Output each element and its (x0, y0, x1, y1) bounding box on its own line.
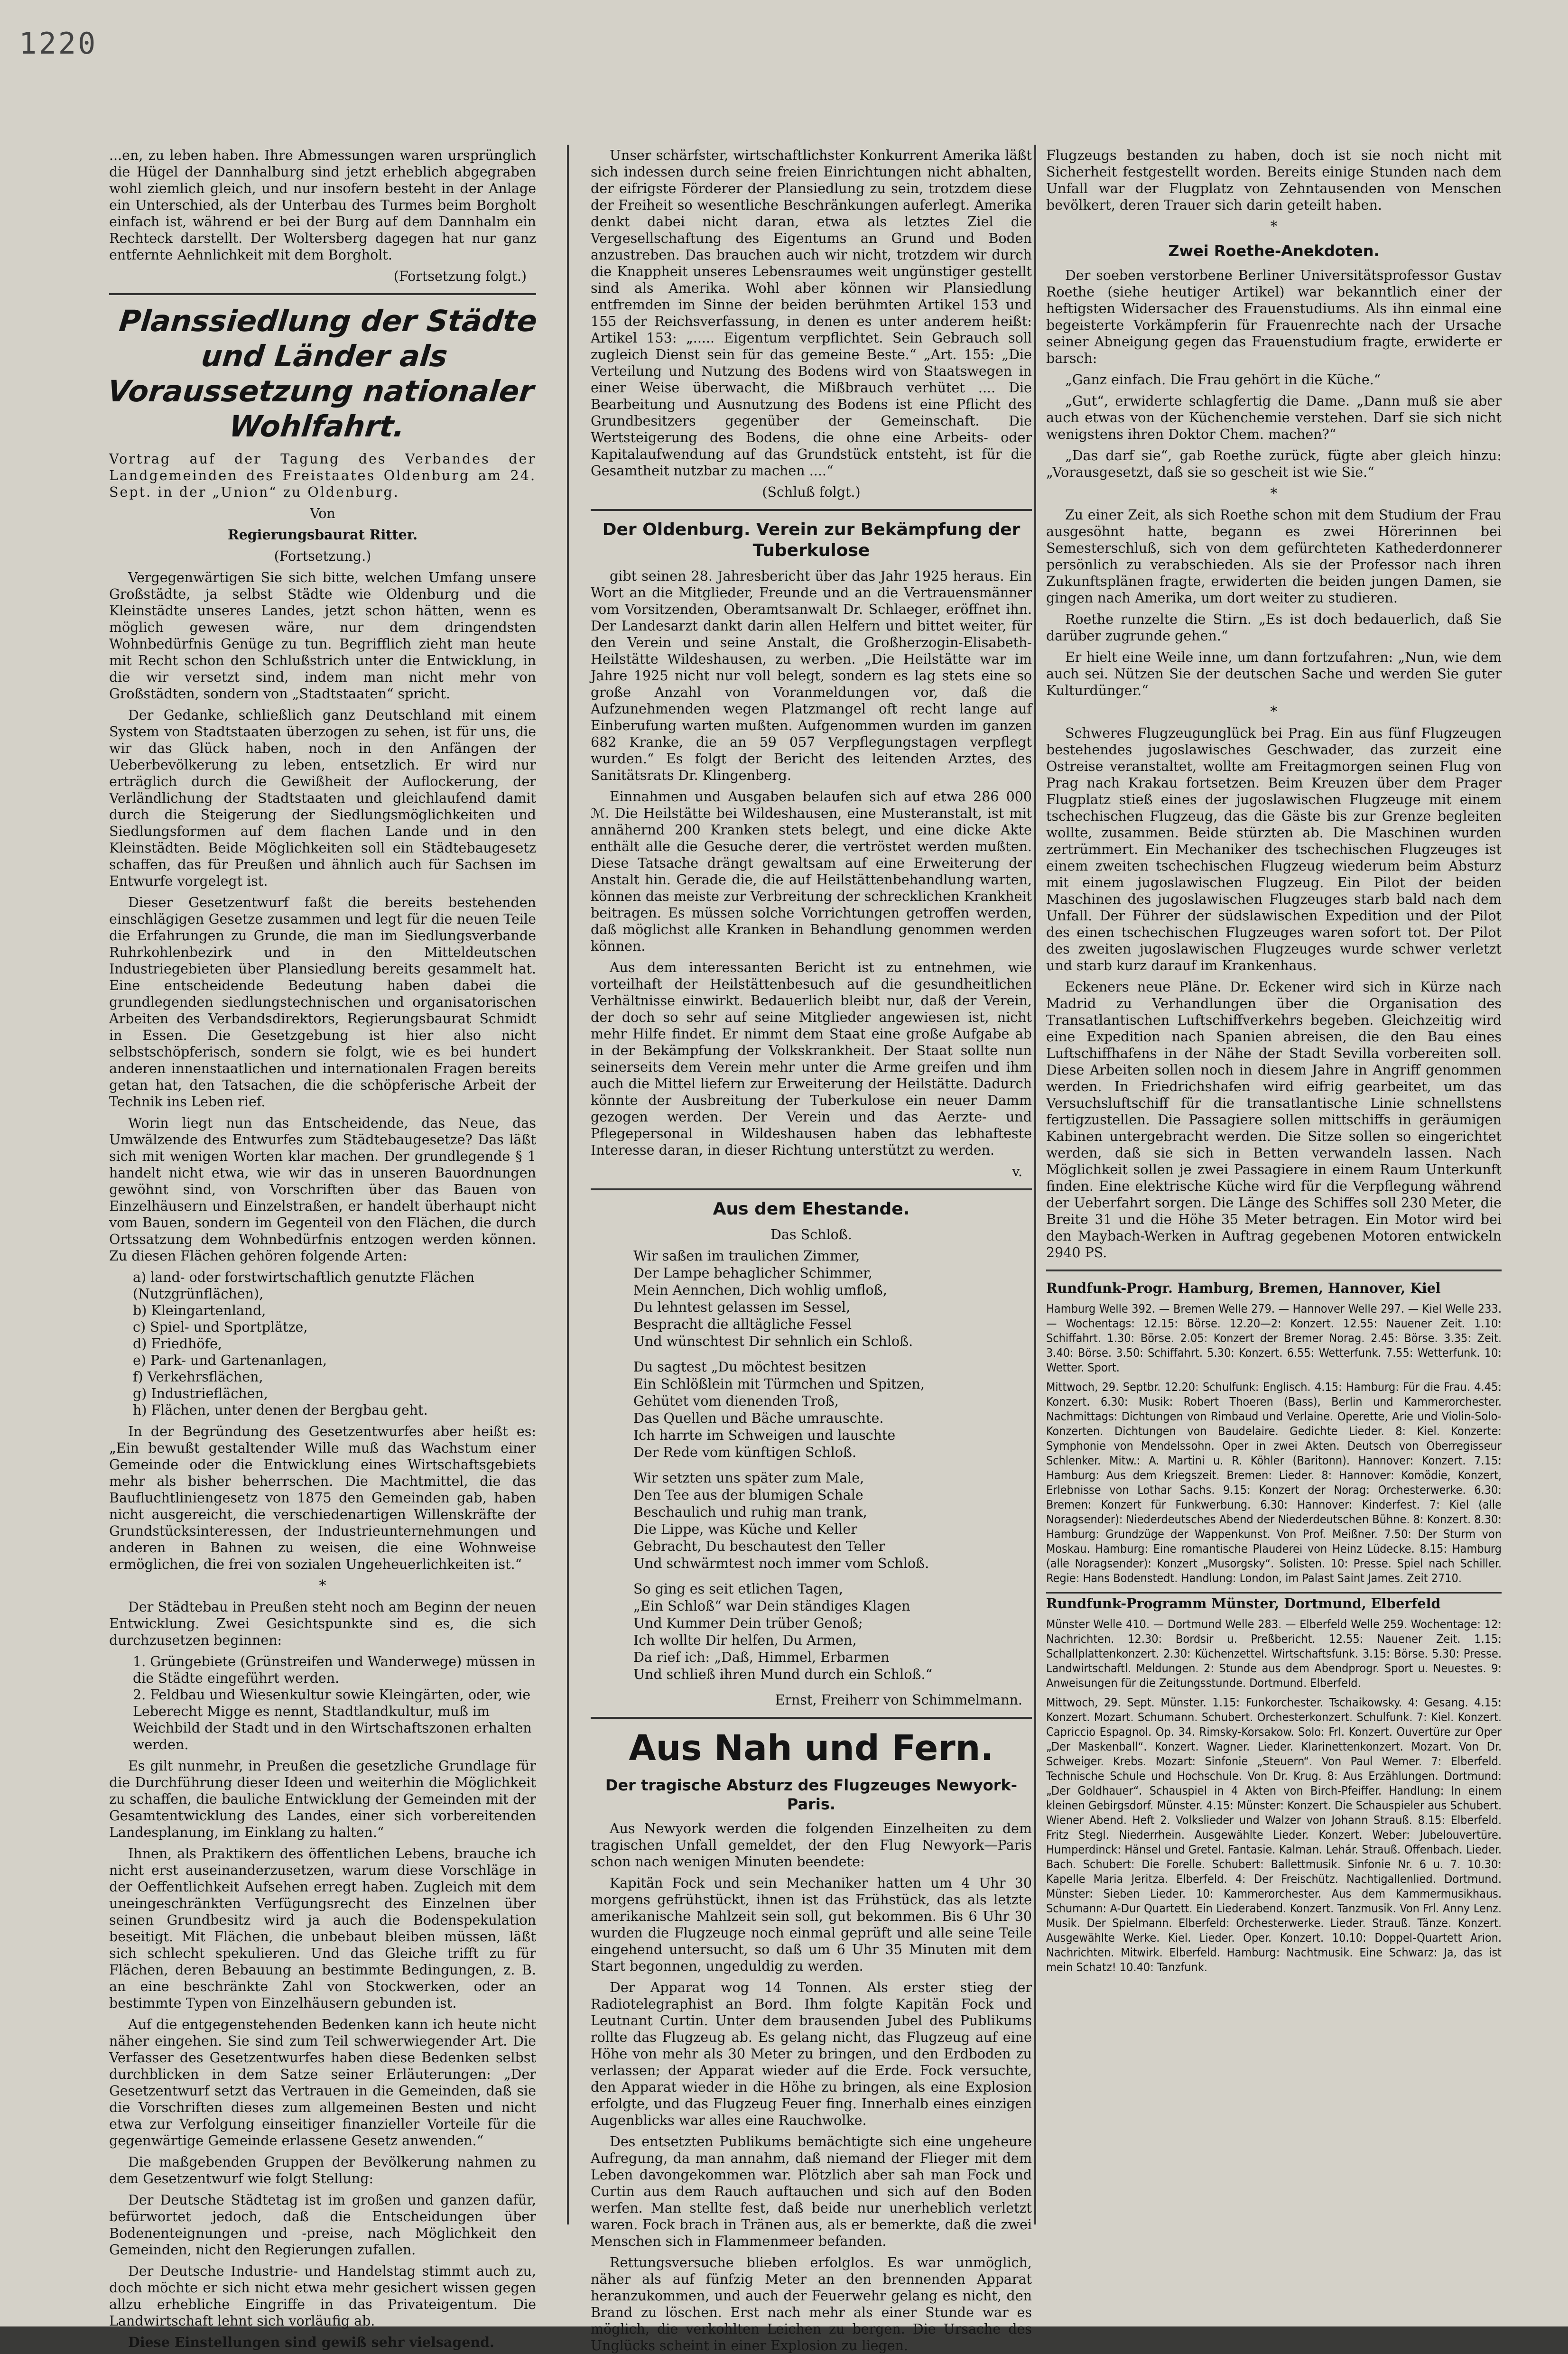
poem-line: So ging es seit etlichen Tagen, (633, 1581, 843, 1597)
separator (1046, 1270, 1502, 1271)
continuation-note: (Fortsetzung.) (274, 548, 371, 564)
radio-program-heading: Rundfunk-Programm Münster, Dortmund, Elberfeld (1046, 1595, 1441, 1612)
paragraph: Vergegenwärtigen Sie sich bitte, welchen Umfang unsere Großstädte, ja selbst Städte wie Oldenburg und die Kleinstädte unseres Landes, jetzt schon hätten, wenn es möglich gewesen wäre, nur dem dringendsten Wohnbedürfnis Genüge zu tun. Begrifflich zieht man heute mit Recht schon den Schlußstrich unter die Entwicklung, in die wir versetzt sind, indem man nicht mehr von Großstädten, sondern von „Stadtstaaten“ spricht. (109, 570, 536, 702)
paragraph: In der Begründung des Gesetzentwurfes aber heißt es: „Ein bewußt gestaltender Wille muß das Wachstum einer Gemeinde oder die Entwicklung eines Wirtschaftsgebiets mehr als bisher beherrschen. Die Machtmittel, die das Baufluchtliniengesetz von 1875 den Gemeinden gab, haben nicht ausgereicht, die verschiedenartigen Willenskräfte der Grundstücksinteressen, der Industrieunternehmungen und anderen in Bahnen zu weisen, die eine Wohnweise ermöglichen, die frei von sozialen Ungeheuerlichkeiten ist.“ (109, 1424, 536, 1572)
list-item: g) Industrieflächen, (133, 1386, 268, 1401)
paragraph: Roethe runzelte die Stirn. „Es ist doch bedauerlich, daß Sie darüber zugrunde gehen.“ (1046, 612, 1502, 644)
poem-line: Das Quellen und Bäche umrauschte. (633, 1410, 884, 1426)
list-item: b) Kleingartenland, (133, 1303, 266, 1318)
paragraph: Eckeners neue Pläne. Dr. Eckener wird sich in Kürze nach Madrid zu Verhandlungen über die Organisation des Transatlantischen Luftschiffverkehrs begeben. Gleichzeitig wird eine Expedition nach Spanien abreisen, die den Bau eines Luftschiffhafens in der Nähe der Stadt Sevilla vorbereiten soll. Diese Arbeiten sollen noch in diesem Jahre in Angriff genommen werden. In Friedrichshafen wird eifrig gearbeitet, um das Versuchsluftschiff für die transatlantische Linie schnellstens fertigzustellen. Die Passagiere sollen mittschiffs in geräumigen Kabinen untergebracht werden. Die Sitze sollen so eingerichtet werden, daß sie sich in Betten verwandeln lassen. Nach Möglichkeit sollen je zwei Passagiere in einem Raum Unterkunft finden. Eine elektrische Küche wird für die Verpflegung während der Ueberfahrt sorgen. Die Länge des Schiffes soll 230 Meter, die Breite 31 und die Höhe 35 Meter betragen. Ein Motor wird bei den Maybach-Werken in Auftrag gegebenen Motoren entwickeln 2940 PS. (1046, 979, 1502, 1260)
paragraph: Die maßgebenden Gruppen der Bevölkerung nahmen zu dem Gesetzentwurf wie folgt Stellung: (109, 2154, 536, 2187)
poem-line: Und schwärmtest noch immer vom Schloß. (633, 1556, 929, 1571)
poem-line: Und wünschtest Dir sehnlich ein Schloß. (633, 1334, 913, 1349)
paragraph: Einnahmen und Ausgaben belaufen sich auf etwa 286 000 ℳ. Die Heilstätte bei Wildeshausen, eine Musteranstalt, ist mit annähernd 200 Kranken stets belegt, und eine dicke Akte enthält alle die Gesuche derer, die vertröstet werden mußten. Diese Tatsache drängt gewaltsam auf eine Erweiterung der Anstalt hin. Gerade die, die auf Heilstättenbehandlung warten, können das meiste zur Verbreitung der schrecklichen Krankheit beitragen. Es müssen solche Vorrichtungen getroffen werden, daß möglichst alle Kranken in Behandlung genommen werden können. (591, 789, 1032, 954)
radio-program-heading: Rundfunk-Progr. Hamburg, Bremen, Hannover, Kiel (1046, 1280, 1441, 1296)
headline-tuberkulose: Der Oldenburg. Verein zur Bekämpfung der Tuberkulose (602, 520, 1021, 560)
continued-note: (Fortsetzung folgt.) (393, 269, 527, 284)
headline-flugzeug-absturz: Der tragische Absturz des Flugzeuges Newyork-Paris. (605, 1776, 1018, 1813)
paragraph: Rettungsversuche blieben erfolglos. Es war unmöglich, näher als auf fünfzig Meter an den brennenden Apparat heranzukommen, und auch der Feuerwehr gelang es nicht, den Brand zu löschen. Erst nach mehr als einer Stunde war es möglich, die verkohlten Leichen zu bergen. Die Ursache des Unglücks scheint in einer Explosion zu liegen. (591, 2255, 1032, 2354)
poem-line: Beschaulich und ruhig man trank, (633, 1504, 867, 1520)
principles-list (109, 1653, 536, 1753)
paragraph: Der Gedanke, schließlich ganz Deutschland mit einem System von Stadtstaaten überzogen zu sehen, ist für uns, die wir das Glück haben, noch in den Anfängen der Ueberbevölkerung zu leben, entsetzlich. Er wird nur erträglich durch die Gewißheit der Auflockerung, der Verländlichung der Stadtstaaten und gleichlaufend damit durch die Steigerung der Siedlungsmöglichkeiten und Siedlungsformen auf dem flachen Lande und in den Kleinstädten. Beide Möglichkeiten soll ein Städtebaugesetz schaffen, das für Preußen und ähnlich auch für Sachsen im Entwurfe vorgelegt ist. (109, 707, 536, 889)
paragraph: Er hielt eine Weile inne, um dann fortzufahren: „Nun, wie dem auch sei. Nützen Sie der deutschen Sache und werden Sie guter Kulturdünger.“ (1046, 649, 1502, 698)
paragraph: Der Städtebau in Preußen steht noch am Beginn der neuen Entwicklung. Zwei Gesichtspunkte sind es, die sich durchzusetzen beginnen: (109, 1599, 536, 1648)
radio-program-text: Münster Welle 410. — Dortmund Welle 283. — Elberfeld Welle 259. Wochentage: 12: Nachrichten. 12.30: Bordsir u. Preßbericht. 12.55: Nauener Zeit. 1.15: Schallplattenkonzert. 2.30: Küchenzettel. Wirtschaftsfunk. 3.15: Börse. 5.30: Presse. Landwirtschaftl. Meldungen. 2: Stunde aus dem Abendprogr. Sport u. Neuestes. 9: Anweisungen für die Zeitungsstunde. Dortmund. Elberfeld. (1046, 1617, 1502, 1690)
separator (109, 293, 536, 295)
paragraph: „Das darf sie“, gab Roethe zurück, fügte aber gleich hinzu: „Vorausgesetzt, daß sie so gescheit ist wie Sie.“ (1046, 448, 1502, 480)
poem-line: Der Lampe behaglicher Schimmer, (633, 1265, 872, 1281)
poem-line: Bespracht die alltägliche Fessel (633, 1316, 852, 1332)
poem-line: Ich wollte Dir helfen, Du Armen, (633, 1632, 857, 1648)
author-mark: v. (1012, 1164, 1022, 1179)
lecture-subline: Vortrag auf der Tagung des Verbandes der Landgemeinden des Freistaates Oldenburg am 24. Sept. in der „Union“ zu Oldenburg. (109, 451, 536, 500)
list-item: h) Flächen, unter denen der Bergbau geht. (133, 1402, 428, 1418)
poem-line: Du sagtest „Du möchtest besitzen (633, 1359, 867, 1375)
paragraph: „Ganz einfach. Die Frau gehört in die Küche.“ (1065, 372, 1381, 388)
poem-stanza (591, 1581, 1032, 1683)
poem-title: Das Schloß. (770, 1227, 852, 1242)
headline-ehestande: Aus dem Ehestande. (713, 1199, 910, 1219)
poem-line: Gehütet vom dienenden Troß, (633, 1393, 839, 1409)
paragraph: Des entsetzten Publikums bemächtigte sich eine ungeheure Aufregung, da man annahm, daß niemand der Flieger mit dem Leben davongekommen war. Plötzlich aber sah man Fock und Curtin aus dem Rauch auftauchen und sich auf den Boden werfen. Man stellte fest, daß beide nur unerheblich verletzt waren. Fock brach in Tränen aus, als er bemerkte, daß die zwei Menschen sich in Flammenmeer befanden. (591, 2134, 1032, 2249)
list-item: c) Spiel- und Sportplätze, (133, 1319, 308, 1335)
list-item: d) Friedhöfe, (133, 1336, 223, 1352)
paragraph: Unser schärfster, wirtschaftlichster Konkurrent Amerika läßt sich indessen durch seine freien Einrichtungen nicht abhalten, der eifrigste Förderer der Plansiedlung zu sein, trotzdem diese der Freiheit so wesentliche Beschränkungen auferlegt. Amerika denkt dabei nicht daran, etwa als letztes Ziel die Vergesellschaftung des Eigentums an Grund und Boden anzustreben. Das brauchen auch wir nicht, trotzdem wir durch die Knappheit unseres Lebensraumes weit ungünstiger gestellt sind als Amerika. Wohl aber können wir Plansiedlung entfremden im Sinne der beiden berühmten Artikel 153 und 155 der Reichsverfassung, in denen es unter anderem heißt: Artikel 153: „..... Eigentum verpflichtet. Sein Gebrauch soll zugleich Dienst sein für das gemeine Beste.“ „Art. 155: „Die Verteilung und Nutzung des Bodens wird von Staatswegen in einer Weise überwacht, die Mißbrauch verhütet .... Die Bearbeitung und Ausnutzung des Bodens ist eine Pflicht des Grundbesitzers gegenüber der Gemeinschaft. Die Wertsteigerung des Bodens, die ohne eine Arbeits- oder Kapitalaufwendung auf das Grundstück entsteht, ist für die Gesamtheit nutzbar zu machen ....“ (591, 148, 1032, 479)
poem-line: Und schließ ihren Mund durch ein Schloß.“ (633, 1667, 933, 1682)
poem-stanza (591, 1359, 1032, 1461)
poem-line: „Ein Schloß“ war Dein ständiges Klagen (633, 1598, 910, 1614)
section-star: * (319, 1577, 326, 1594)
list-item: e) Park- und Gartenanlagen, (133, 1353, 327, 1368)
article-continuation: ...en, zu leben haben. Ihre Abmessungen waren ursprünglich die Hügel der Dannhalburg sind jetzt erheblich abgegraben wohl ziemlich gleich, und nur insofern besteht in der Anlage ein Unterschied, als der Unterbau des Turmes beim Borgholt einfach ist, während er bei der Burg auf dem Dannhalm ein Rechteck darstellt. Der Woltersberg dagegen hat nur ganz entfernte Aehnlichkeit mit dem Borgholt. (109, 148, 536, 263)
paragraph: Zu einer Zeit, als sich Roethe schon mit dem Studium der Frau ausgesöhnt hatte, begann es zwei Hörerinnen bei Semesterschluß, sich von dem gefürchteten Kathederdonnerer persönlich zu verabschieden. Als sie der Professor nach ihren Zukunftsplänen fragte, erwiderten die beiden jungen Damen, sie gingen nach Amerika, um dort weiter zu studieren. (1046, 507, 1502, 606)
section-star: * (1270, 218, 1278, 235)
column-rule-2 (1034, 145, 1036, 2224)
paragraph: Der Deutsche Städtetag ist im großen und ganzen dafür, befürwortet jedoch, daß die Entscheidungen über Bodenenteignungen und -preise, nach Möglichkeit den Gemeinden, nicht den Regierungen zufallen. (109, 2192, 536, 2258)
poem-line: Wir saßen im traulichen Zimmer, (633, 1248, 860, 1264)
list-item: f) Verkehrsflächen, (133, 1369, 263, 1385)
paragraph: Schweres Flugzeugunglück bei Prag. Ein aus fünf Flugzeugen bestehendes jugoslawisches Geschwader, das zurzeit eine Ostreise veranstaltet, wollte am Freitagmorgen seinen Flug von Prag nach Krakau fortsetzen. Beim Kreuzen über dem Prager Flugplatz stieß eines der jugoslawischen Flugzeuge mit einem tschechischen Flugzeug, das die Gäste bis zur Grenze begleiten wollte, zusammen. Beide stürzten ab. Die Maschinen wurden zertrümmert. Ein Mechaniker des tschechischen Flugzeuges ist einem zweiten tschechischen Flugzeug wiederum beim Absturz mit einem jugoslawischen Flugzeug. Ein Pilot der beiden Maschinen des jugoslawischen Flugzeuges starb bald nach dem Unfall. Der Führer der südslawischen Expedition und der Pilot des einen tschechischen Flugzeuges waren sofort tot. Der Pilot des zweiten jugoslawischen Flugzeuges wurde schwer verletzt und starb kurz darauf im Krankenhaus. (1046, 725, 1502, 973)
radio-program-text: Hamburg Welle 392. — Bremen Welle 279. — Hannover Welle 297. — Kiel Welle 233. — Wochentags: 12.15: Börse. 12.20—2: Konzert. 12.55: Nauener Zeit. 1.10: Schiffahrt. 1.30: Börse. 2.05: Konzert der Bremer Norag. 2.45: Börse. 3.35: Zeit. 3.40: Börse. 3.50: Schiffahrt. 5.30: Konzert. 6.55: Wetterfunk. 7.55: Wetterfunk. 10: Wetter. Sport. (1046, 1302, 1502, 1374)
byline-von: Von (310, 506, 335, 521)
paragraph: Aus dem interessanten Bericht ist zu entnehmen, wie vorteilhaft der Heilstättenbesuch auf die gesundheitlichen Verhältnisse einwirkt. Bedauerlich bleibt nur, daß der Verein, der doch so sehr auf seine Mitglieder angewiesen ist, nicht mehr Hilfe findet. Er nimmt dem Staat eine große Aufgabe ab in der Bekämpfung der Volkskrankheit. Der Staat sollte nun seinerseits dem Verein mehr unter die Arme greifen und ihm auch die Mittel liefern zur Erweiterung der Heilstätte. Dadurch könnte der Ausbreitung der Tuberkulose ein neuer Damm gezogen werden. Der Verein und das Aerzte- und Pflegepersonal in Wildeshausen haben das lebhafteste Interesse daran, in dieser Richtung unterstützt zu werden. (591, 960, 1032, 1158)
paragraph: gibt seinen 28. Jahresbericht über das Jahr 1925 heraus. Ein Wort an die Mitglieder, Freunde und an die Vertrauensmänner vom Vorsitzenden, Oberamtsanwalt Dr. Schlaeger, eröffnet ihn. Der Landesarzt dankt darin allen Helfern und bittet weiter, für den Verein und seine Anstalt, die Großherzogin-Elisabeth-Heilstätte Wildeshausen, zu werben. „Die Heilstätte war im Jahre 1925 nicht nur voll belegt, sondern es lag stets eine so große Anzahl von Voranmeldungen vor, daß die Aufzunehmenden wegen Platzmangel oft recht lange auf Einberufung warten mußten. Aufgenommen wurden im ganzen 682 Kranke, die an 59 057 Verpflegungstagen verpflegt wurden.“ Es folgt der Bericht des leitenden Arztes, des Sanitätsrats Dr. Klingenberg. (591, 568, 1032, 783)
poem-line: Gebracht, Du beschautest den Teller (633, 1538, 885, 1554)
poem-author: Ernst, Freiherr von Schimmelmann. (775, 1692, 1022, 1708)
column-1 (106, 147, 539, 2350)
poem-line: Ein Schlößlein mit Türmchen und Spitzen, (633, 1376, 925, 1392)
paragraph: Aus Newyork werden die folgenden Einzelheiten zu dem tragischen Unfall gemeldet, der den Flug Newyork—Paris schon nach wenigen Minuten beendete: (591, 1821, 1032, 1870)
paragraph: Der Deutsche Industrie- und Handelstag stimmt auch zu, doch möchte er sich nicht etwa mehr gesichert wissen gegen allzu erhebliche Eingriffe in das Privateigentum. Die Landwirtschaft lehnt sich vorläufig ab. (109, 2263, 536, 2329)
section-headline-nah-und-fern: Aus Nah und Fern. (629, 1728, 994, 1769)
poem-line: Du lehntest gelassen im Sessel, (633, 1299, 851, 1315)
column-2 (591, 147, 1032, 2354)
poem-line: Der Rede vom künftigen Schloß. (633, 1445, 857, 1460)
list-item: a) land- oder forstwirtschaftlich genutzte Flächen (Nutzgrünflächen), (133, 1270, 475, 1302)
poem-line: Wir setzten uns später zum Male, (633, 1470, 864, 1486)
poem-stanza (591, 1248, 1032, 1350)
area-types-list (109, 1269, 536, 1418)
list-item: 2. Feldbau und Wiesenkultur sowie Kleingärten, oder, wie Leberecht Migge es nennt, Stadtlandkultur, muß im Weichbild der Stadt und in den Wirtschaftszonen erhalten werden. (133, 1687, 532, 1752)
paragraph: Ihnen, als Praktikern des öffentlichen Lebens, brauche ich nicht erst auseinanderzusetzen, warum diese Vorschläge in der Oeffentlichkeit Aufsehen erregt haben. Zugleich mit dem uneingeschränkten Verfügungsrecht des Einzelnen über seinen Grundbesitz wird ja auch die Bodenspekulation beseitigt. Mit Flächen, die unbebaut bleiben müssen, läßt sich schlecht spekulieren. Und das Gleiche trifft zu für Flächen, deren Bebauung an bestimmte Bedingungen, z. B. an eine beschränkte Zahl von Stockwerken, oder an bestimmte Typen von Einzelhäusern gebunden ist. (109, 1846, 536, 2011)
column-rule-1 (567, 145, 569, 2224)
page-number: 1220 (19, 26, 98, 61)
section-star: * (1270, 485, 1278, 502)
paragraph: Der soeben verstorbene Berliner Universitätsprofessor Gustav Roethe (siehe heutiger Artikel) war bekanntlich einer der heftigsten Widersacher des Frauenstudiums. Als ihn einmal eine begeisterte Vorkämpferin für Frauenrechte nach der Ursache seiner Abneigung gegen das Frauenstudium fragte, erwiderte er barsch: (1046, 268, 1502, 366)
poem-line: Ich harrte im Schweigen und lauschte (633, 1427, 896, 1443)
separator (591, 509, 1032, 511)
section-star: * (1270, 704, 1278, 720)
radio-program-text: Mittwoch, 29. Sept. Münster. 1.15: Funkorchester. Tschaikowsky. 4: Gesang. 4.15: Konzert. Mozart. Schumann. Schubert. Orchesterkonzert. Schulfunk. 7: Kiel. Konzert. Capriccio Espagnol. Op. 34. Rimsky-Korsakow. Solo: Frl. Konzert. Ouvertüre zur Oper „Der Maskenball“. Konzert. Wagner. Lieder. Klarinettenkonzert. Mozart. Von Dr. Schweiger. Krebs. Mozart: Sinfonie „Steuern“. Von Paul Wemer. 7: Elberfeld. Technische Schule und Hochschule. Von Dr. Krug. 8: Aus Erzählungen. Dortmund: „Der Goldhauer“. Schauspiel in 4 Akten von Birch-Pfeiffer. Handlung: In einem kleinen Gebirgsdorf. Münster. 4.15: Münster: Konzert. Die Schauspieler aus Schubert. Wiener Abend. Heft 2. Volkslieder und Walzer von Johann Strauß. 8.15: Elberfeld. Fritz Stegl. Niederrhein. Ausgewählte Lieder. Konzert. Weber: Jubelouvertüre. Humperdinck: Hänsel und Gretel. Fantasie. Kalman. Lehár. Strauß. Offenbach. Lieder. Bach. Schubert: Die Forelle. Schubert: Ballettmusik. Sinfonie Nr. 6 u. 7. 10.30: Kapelle Maria Jeritza. Elberfeld. 4: Der Freischütz. Nachtigallenlied. Dortmund. Münster: Sieben Lieder. 10: Kammerorchester. Aus dem Kammermusikhaus. Schumann: A-Dur Quartett. Ein Liederabend. Konzert. Tanzmusik. Von Frl. Anny Lenz. Musik. Der Spielmann. Elberfeld: Orchesterwerke. Lieder. Strauß. Tänze. Konzert. Ausgewählte Werke. Kiel. Lieder. Oper. Konzert. 10.10: Doppel-Quartett Arion. Nachrichten. Mitwirk. Elberfeld. Hamburg: Nachtmusik. Eine Schwarz: Ja, das ist mein Schatz! 10.40: Tanzfunk. (1046, 1696, 1502, 1974)
paragraph: Auf die entgegenstehenden Bedenken kann ich heute nicht näher eingehen. Sie sind zum Teil schwerwiegender Art. Die Verfasser des Gesetzentwurfes haben diese Bedenken selbst durchblicken in dem Satze seiner Erläuterungen: „Der Gesetzentwurf setzt das Vertrauen in die Gemeinden, daß sie die Vorschriften dieses zum allgemeinen Besten und nicht etwa zur Verfolgung einseitiger finanzieller Vorteile für die gegenwärtige Gemeinde erlassene Gesetz anwenden.“ (109, 2017, 536, 2149)
paragraph: Kapitän Fock und sein Mechaniker hatten um 4 Uhr 30 morgens gefrühstückt, ihnen ist das Frühstück, das als letzte amerikanische Mahlzeit sein soll, gut bekommen. Bis 6 Uhr 30 wurden die Flugzeuge noch einmal geprüft und alle seine Teile eingehend untersucht, so daß um 6 Uhr 35 Minuten mit dem Start begonnen, ungeduldig zu werden. (591, 1875, 1032, 1974)
headline-plansiedlung: Planssiedlung der Städte und Länder als Voraussetzung nationaler Wohlfahrt. (106, 304, 539, 444)
headline-roethe-anekdoten: Zwei Roethe-Anekdoten. (1168, 242, 1380, 260)
paragraph: Es gilt nunmehr, in Preußen die gesetzliche Grundlage für die Durchführung dieser Ideen und weiterhin die Möglichkeit zu schaffen, die bauliche Entwicklung der Gemeinden mit der Gesamtentwicklung des Landes, einer sich vorbereitenden Landesplanung, im Einklang zu halten.“ (109, 1758, 536, 1840)
separator (591, 1188, 1032, 1190)
poem-stanza (591, 1470, 1032, 1572)
paragraph: Diese Einstellungen sind gewiß sehr vielsagend. (128, 2334, 494, 2350)
separator (591, 1717, 1032, 1719)
paragraph: „Gut“, erwiderte schlagfertig die Dame. „Dann muß sie aber auch etwas von der Küchenchemie verstehen. Darf sie sich nicht wenigstens ihren Doktor Chem. machen?“ (1046, 393, 1502, 442)
to-be-concluded-note: (Schluß folgt.) (762, 484, 861, 500)
poem-line: Die Lippe, was Küche und Keller (633, 1521, 857, 1537)
poem-line: Da rief ich: „Daß, Himmel, Erbarmen (633, 1650, 890, 1665)
paragraph: Worin liegt nun das Entscheidende, das Neue, das Umwälzende des Entwurfes zum Städtebaugesetze? Das läßt sich mit wenigen Worten klar machen. Der grundlegende § 1 handelt nicht etwa, wie wir das in unseren Bauordnungen gewöhnt sind, von Vorschriften über das Bauen von Einzelhäusern und Einzelstraßen, er handelt überhaupt nicht vom Bauen, sondern im Gegenteil von den Flächen, die durch Ortssatzung dem Wohnbedürfnis entzogen werden können. Zu diesen Flächen gehören folgende Arten: (109, 1115, 536, 1264)
column-3 (1046, 147, 1502, 2227)
poem-line: Und Kummer Dein trüber Genoß; (633, 1615, 863, 1631)
poem-line: Mein Aennchen, Dich wohlig umfloß, (633, 1282, 887, 1298)
radio-program-text: Mittwoch, 29. Septbr. 12.20: Schulfunk: Englisch. 4.15: Hamburg: Für die Frau. 4.45: Konzert. 6.30: Musik: Robert Thoeren (Bass), Berlin und Kammerorchester. Nachmittags: Dichtungen von Rimbaud und Verlaine. Operette, Arie und Violin-Solo-Konzerten. Dichtungen von Baudelaire. Gedichte Lieder. 8: Kiel. Konzerte: Symphonie von Mendelssohn. Oper in zwei Akten. Deutsch von Oberregisseur Schlenker. Mitw.: A. Martini u. R. Köhler (Baritonn). Hannover: Konzert. 7.15: Hamburg: Aus dem Kriegszeit. Bremen: Lieder. 8: Hannover: Komödie, Konzert, Erlebnisse von Lothar Sachs. 9.15: Konzert der Norag: Orchesterwerke. 6.30: Bremen: Konzert für Funkwerbung. 6.30: Hannover: Kinderfest. 7: Kiel (alle Noragsender): Niederdeutsches Abend der Niederdeutschen Bühne. 8: Konzert. 8.30: Hamburg: Grundzüge der Wappenkunst. Von Prof. Meißner. 7.50: Der Sturm von Moskau. Hamburg: Eine romantische Plauderei von Heinz Lüdecke. 8.15: Hamburg (alle Noragsender): Konzert „Musorgsky“. Solisten. 10: Presse. Spiel nach Schiller. Regie: Hans Bodenstedt. Handlung: London, im Palast Saint James. Zeit 2710. (1046, 1380, 1502, 1585)
separator (1046, 1592, 1502, 1594)
paragraph: Flugzeugs bestanden zu haben, doch ist sie noch nicht mit Sicherheit festgestellt worden. Bereits einige Stunden nach dem Unfall war der Flugplatz von Zehntausenden von Menschen bevölkert, deren Trauer sich darin geteilt haben. (1046, 148, 1502, 213)
paragraph: Der Apparat wog 14 Tonnen. Als erster stieg der Radiotelegraphist an Bord. Ihm folgte Kapitän Fock und Leutnant Curtin. Unter dem brausenden Jubel des Publikums rollte das Flugzeug ab. Es gelang nicht, das Flugzeug auf eine Höhe von mehr als 30 Meter zu bringen, und den Erdboden zu verlassen; der Apparat wieder auf die Erde. Fock versuchte, den Apparat wieder in die Höhe zu bringen, als eine Explosion erfolgte, und das Flugzeug Feuer fing. Innerhalb eines einzigen Augenblicks war alles eine Rauchwolke. (591, 1980, 1032, 2128)
author: Regierungsbaurat Ritter. (227, 527, 418, 543)
paragraph: Dieser Gesetzentwurf faßt die bereits bestehenden einschlägigen Gesetze zusammen und legt für die neuen Teile die Erfahrungen zu Grunde, die man im Siedlungsverbande Ruhrkohlenbezirk und in den Mitteldeutschen Industriegebieten über Plansiedlung bereits gesammelt hat. Eine entscheidende Bedeutung haben dabei die grundlegenden siedlungstechnischen und organisatorischen Arbeiten des Verbandsdirektors, Regierungsbaurat Schmidt in Essen. Die Gesetzgebung ist hier also nicht selbstschöpferisch, sondern sie folgt, wie es bei hundert anderen innenstaatlichen und internationalen Fragen bereits getan hat, den Tatsachen, die die schöpferische Arbeit der Technik ins Leben rief. (109, 895, 536, 1110)
list-item: 1. Grüngebiete (Grünstreifen und Wanderwege) müssen in die Städte eingeführt werden. (133, 1654, 536, 1686)
poem-line: Den Tee aus der blumigen Schale (633, 1487, 863, 1503)
